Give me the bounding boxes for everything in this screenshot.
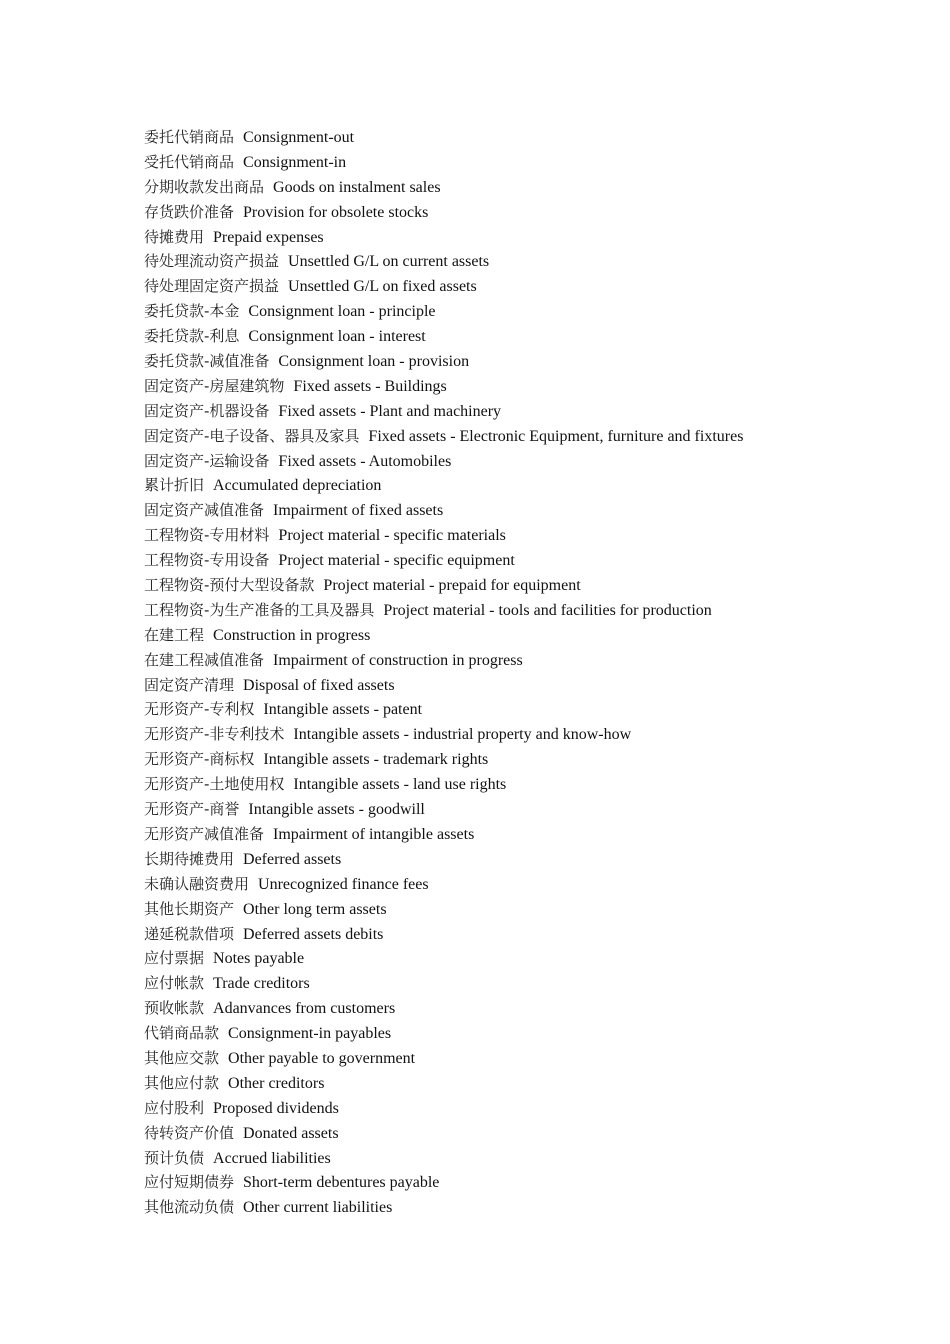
chinese-term: 工程物资-专用材料 (144, 526, 270, 545)
chinese-term: 无形资产-专利权 (144, 700, 255, 719)
chinese-term: 工程物资-为生产准备的工具及器具 (144, 600, 375, 619)
english-term: Unrecognized finance fees (258, 875, 429, 893)
chinese-term: 在建工程减值准备 (144, 650, 265, 669)
term-entry (144, 150, 743, 175)
english-term: Intangible assets - industrial property and know-how (293, 726, 632, 744)
term-entry (144, 1121, 743, 1146)
english-term: Impairment of fixed assets (273, 502, 444, 520)
term-entry (144, 1146, 743, 1171)
chinese-term: 工程物资-专用设备 (144, 551, 270, 570)
chinese-term: 应付帐款 (144, 974, 205, 993)
chinese-term: 待处理流动资产损益 (144, 252, 280, 271)
english-term: Project material - prepaid for equipment (323, 577, 581, 595)
chinese-term: 累计折旧 (144, 476, 205, 495)
chinese-term: 未确认融资费用 (144, 874, 250, 893)
term-entry (144, 349, 743, 374)
english-term: Notes payable (213, 950, 305, 968)
english-term: Consignment-in payables (228, 1025, 392, 1043)
english-term: Other payable to government (228, 1049, 416, 1067)
term-entry (144, 1195, 743, 1220)
term-entry (144, 1021, 743, 1046)
english-term: Other long term assets (243, 900, 387, 918)
chinese-term: 受托代销商品 (144, 152, 235, 171)
chinese-term: 固定资产-运输设备 (144, 451, 270, 470)
english-term: Intangible assets - trademark rights (263, 751, 489, 769)
english-term: Short-term debentures payable (243, 1174, 440, 1192)
chinese-term: 应付股利 (144, 1098, 205, 1117)
english-term: Adanvances from customers (213, 1000, 396, 1018)
english-term: Intangible assets - land use rights (293, 776, 507, 794)
term-entry (144, 747, 743, 772)
english-term: Project material - specific equipment (278, 552, 515, 570)
chinese-term: 预计负债 (144, 1148, 205, 1167)
chinese-term: 其他长期资产 (144, 899, 235, 918)
term-entry (144, 1071, 743, 1096)
english-term: Accrued liabilities (213, 1149, 331, 1167)
term-entry (144, 772, 743, 797)
chinese-term: 固定资产减值准备 (144, 501, 265, 520)
english-term: Fixed assets - Electronic Equipment, furniture and fixtures (368, 427, 744, 445)
term-entry (144, 399, 743, 424)
term-entry (144, 1096, 743, 1121)
chinese-term: 无形资产-商标权 (144, 750, 255, 769)
english-term: Disposal of fixed assets (243, 676, 395, 694)
chinese-term: 无形资产-商誉 (144, 800, 240, 819)
term-entry (144, 498, 743, 523)
english-term: Unsettled G/L on fixed assets (288, 278, 477, 296)
chinese-term: 固定资产清理 (144, 675, 235, 694)
term-entry (144, 548, 743, 573)
term-entry (144, 1170, 743, 1195)
chinese-term: 待摊费用 (144, 227, 205, 246)
term-entry (144, 274, 743, 299)
english-term: Project material - specific materials (278, 527, 506, 545)
chinese-term: 存货跌价准备 (144, 202, 235, 221)
term-entry (144, 697, 743, 722)
english-term: Goods on instalment sales (273, 178, 441, 196)
english-term: Trade creditors (213, 975, 310, 993)
english-term: Consignment loan - interest (248, 328, 426, 346)
term-entry (144, 175, 743, 200)
chinese-term: 应付短期债券 (144, 1173, 235, 1192)
english-term: Proposed dividends (213, 1099, 339, 1117)
english-term: Deferred assets debits (243, 925, 384, 943)
term-entry (144, 623, 743, 648)
english-term: Fixed assets - Plant and machinery (278, 402, 502, 420)
chinese-term: 其他流动负债 (144, 1198, 235, 1217)
chinese-term: 无形资产-非专利技术 (144, 725, 285, 744)
chinese-term: 分期收款发出商品 (144, 177, 265, 196)
account-term-list (144, 125, 743, 1220)
english-term: Consignment-in (243, 153, 347, 171)
english-term: Accumulated depreciation (213, 477, 382, 495)
chinese-term: 委托代销商品 (144, 128, 235, 146)
english-term: Construction in progress (213, 626, 371, 644)
chinese-term: 工程物资-预付大型设备款 (144, 576, 315, 595)
term-entry (144, 374, 743, 399)
term-entry (144, 897, 743, 922)
english-term: Provision for obsolete stocks (243, 203, 429, 221)
english-term: Intangible assets - patent (263, 701, 423, 719)
chinese-term: 委托贷款-利息 (144, 327, 240, 346)
term-entry (144, 1046, 743, 1071)
chinese-term: 待处理固定资产损益 (144, 277, 280, 296)
term-entry (144, 822, 743, 847)
term-entry (144, 299, 743, 324)
english-term: Project material - tools and facilities for production (383, 601, 712, 619)
chinese-term: 固定资产-机器设备 (144, 401, 270, 420)
term-entry (144, 648, 743, 673)
term-entry (144, 673, 743, 698)
term-entry (144, 125, 743, 150)
term-entry (144, 225, 743, 250)
chinese-term: 无形资产-土地使用权 (144, 775, 285, 794)
chinese-term: 待转资产价值 (144, 1123, 235, 1142)
chinese-term: 委托贷款-减值准备 (144, 352, 270, 371)
english-term: Consignment loan - principle (248, 303, 436, 321)
chinese-term: 其他应付款 (144, 1073, 220, 1092)
chinese-term: 固定资产-房屋建筑物 (144, 376, 285, 395)
term-entry (144, 922, 743, 947)
chinese-term: 长期待摊费用 (144, 849, 235, 868)
chinese-term: 在建工程 (144, 625, 205, 644)
chinese-term: 预收帐款 (144, 999, 205, 1018)
english-term: Intangible assets - goodwill (248, 801, 425, 819)
term-entry (144, 573, 743, 598)
english-term: Unsettled G/L on current assets (288, 253, 490, 271)
english-term: Donated assets (243, 1124, 339, 1142)
chinese-term: 代销商品款 (144, 1024, 220, 1043)
english-term: Consignment loan - provision (278, 353, 470, 371)
chinese-term: 固定资产-电子设备、器具及家具 (144, 426, 360, 445)
chinese-term: 无形资产减值准备 (144, 824, 265, 843)
term-entry (144, 249, 743, 274)
chinese-term: 委托贷款-本金 (144, 302, 240, 321)
term-entry (144, 797, 743, 822)
chinese-term: 其他应交款 (144, 1048, 220, 1067)
term-entry (144, 722, 743, 747)
english-term: Other current liabilities (243, 1199, 393, 1217)
term-entry (144, 971, 743, 996)
english-term: Impairment of intangible assets (273, 825, 475, 843)
english-term: Prepaid expenses (213, 228, 324, 246)
term-entry (144, 872, 743, 897)
english-term: Other creditors (228, 1074, 325, 1092)
term-entry (144, 200, 743, 225)
english-term: Fixed assets - Automobiles (278, 452, 452, 470)
chinese-term: 递延税款借项 (144, 924, 235, 943)
english-term: Impairment of construction in progress (273, 651, 523, 669)
term-entry (144, 324, 743, 349)
term-entry (144, 847, 743, 872)
term-entry (144, 424, 743, 449)
english-term: Consignment-out (243, 129, 355, 146)
term-entry (144, 473, 743, 498)
term-entry (144, 449, 743, 474)
chinese-term: 应付票据 (144, 949, 205, 968)
english-term: Deferred assets (243, 850, 342, 868)
english-term: Fixed assets - Buildings (293, 377, 447, 395)
term-entry (144, 598, 743, 623)
term-entry (144, 996, 743, 1021)
term-entry (144, 523, 743, 548)
term-entry (144, 946, 743, 971)
